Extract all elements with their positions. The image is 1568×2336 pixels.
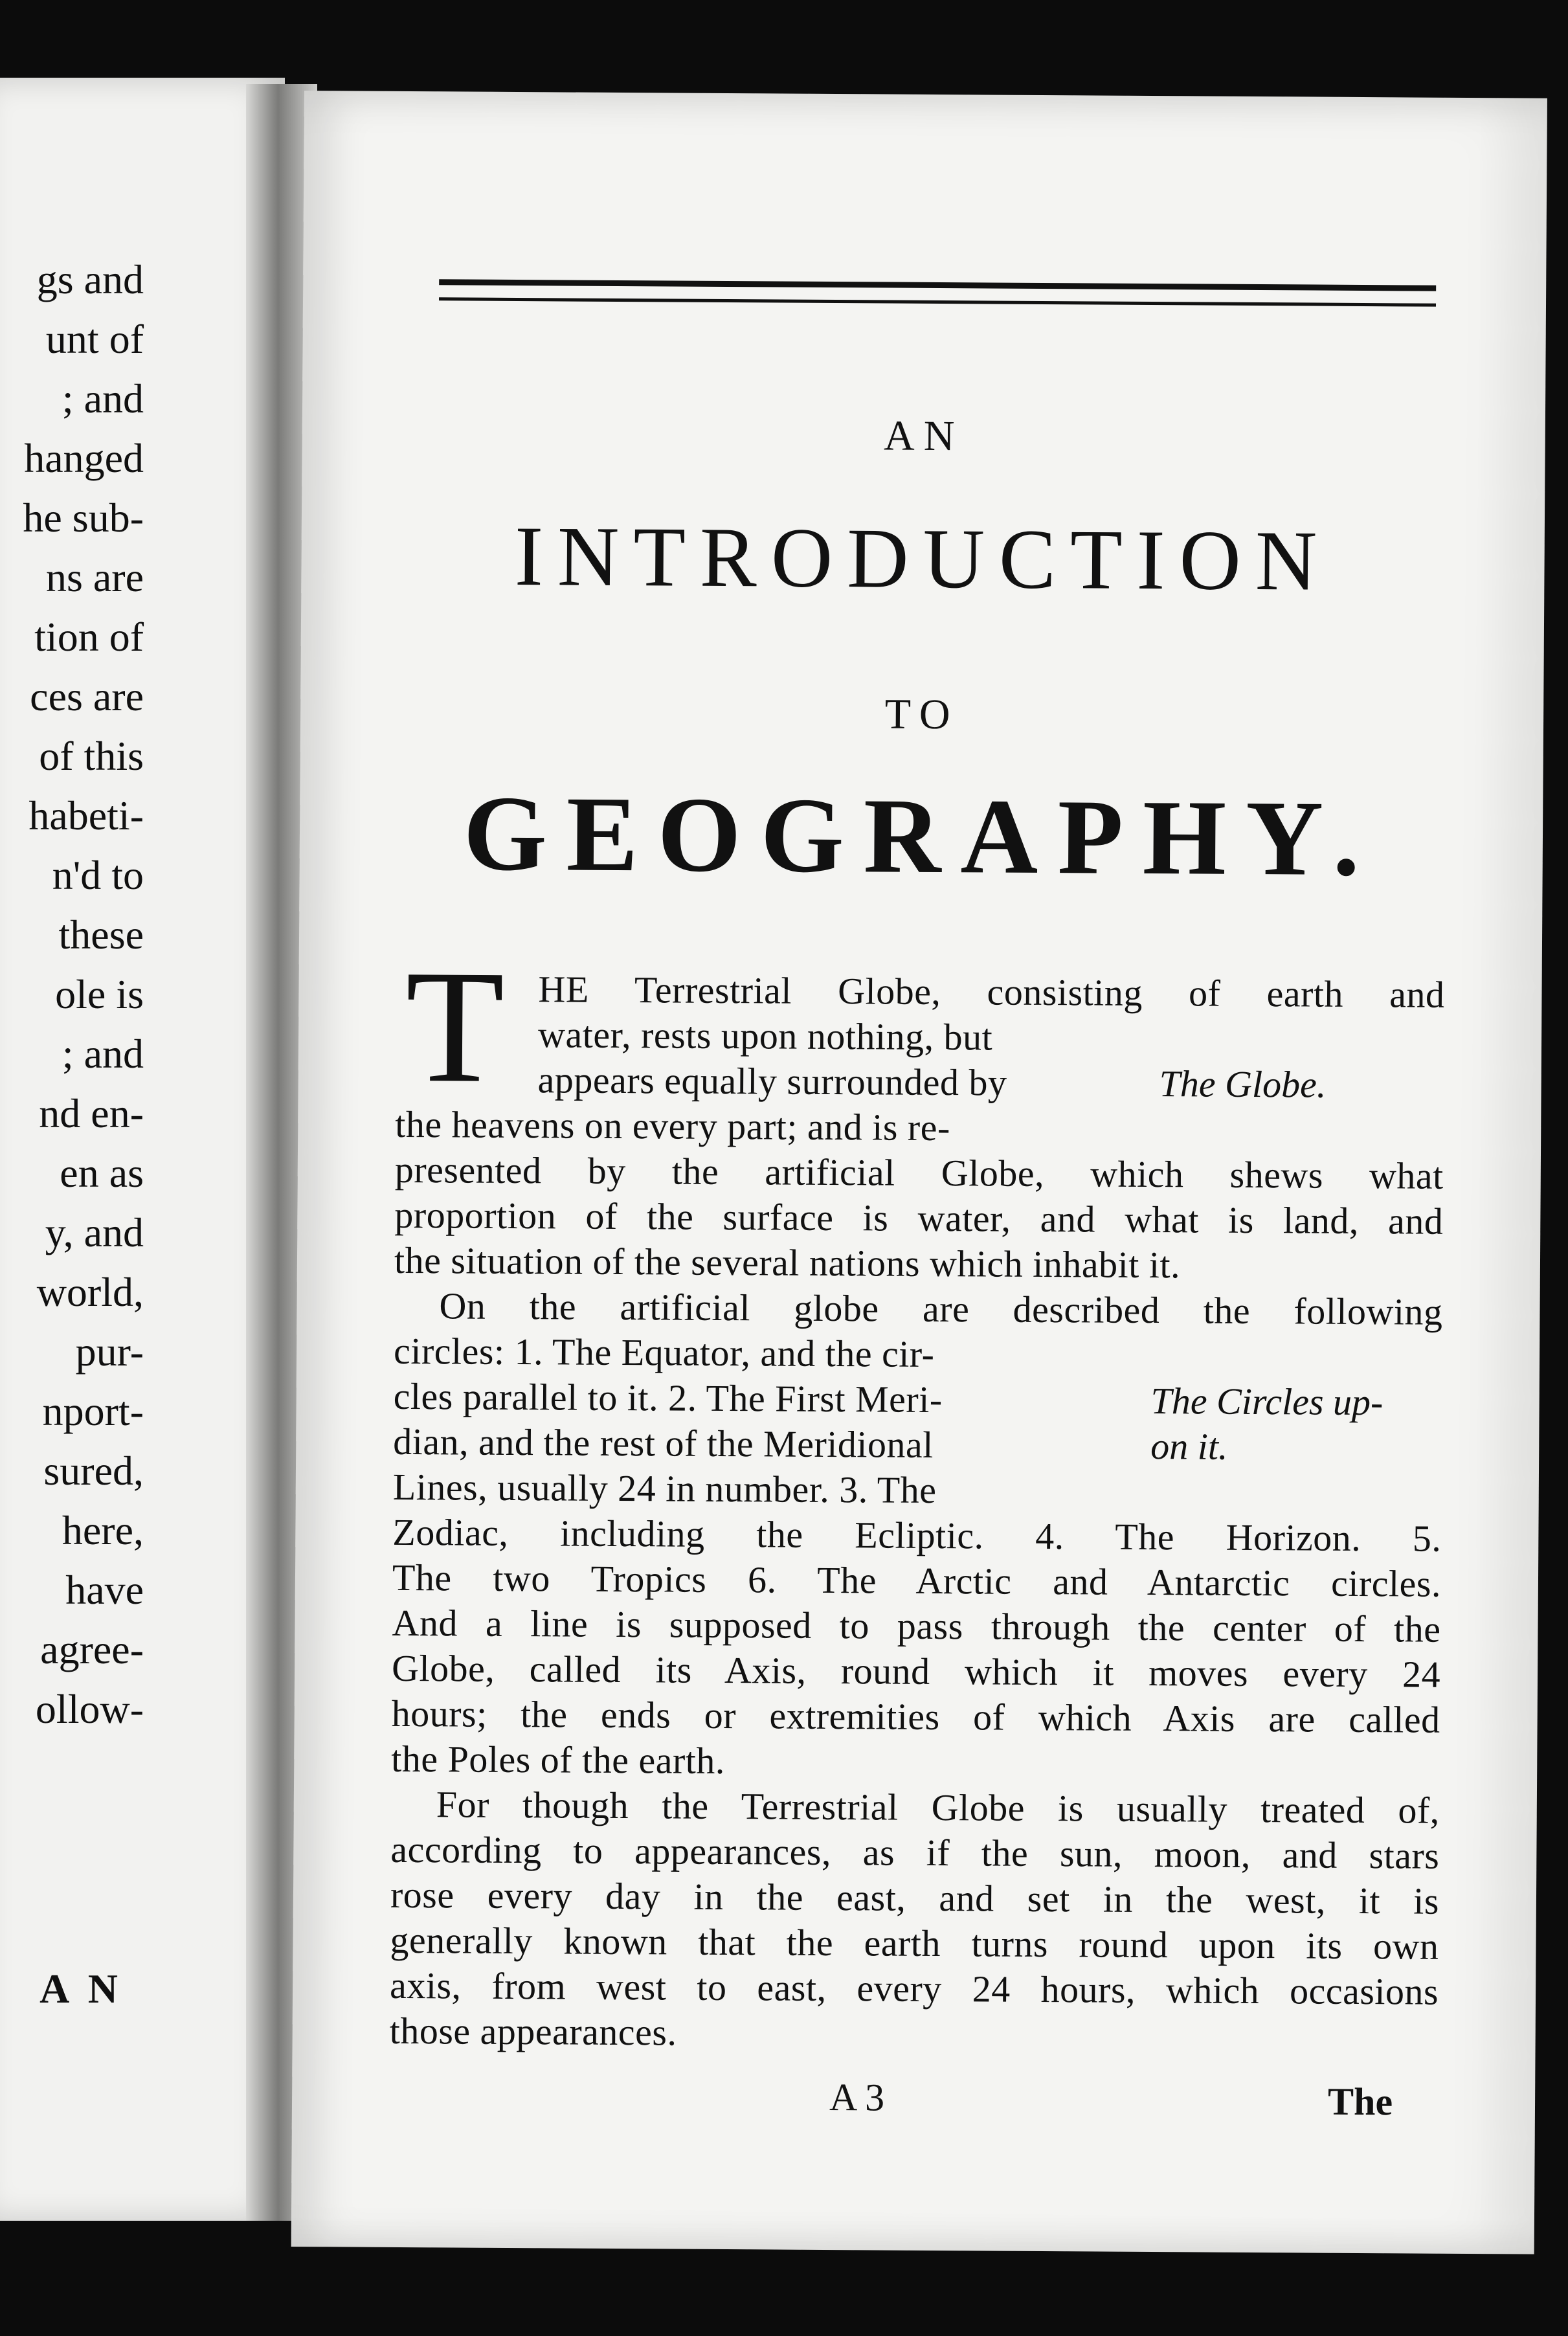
text-line: presented by the artificial Globe, which shews what (394, 1148, 1444, 1197)
text-line: On the artificial globe are described the following (439, 1285, 1443, 1333)
text-line: water, rests upon nothing, but (537, 1013, 993, 1059)
ornamental-rule-thin (439, 297, 1436, 306)
text-line: according to appearances, as if the sun, moon, and stars (390, 1828, 1440, 1877)
left-line: agree- (40, 1626, 144, 1672)
left-line: world, (36, 1269, 144, 1315)
text-line: the Poles of the earth. (391, 1737, 726, 1782)
left-line: nd en- (39, 1090, 144, 1136)
left-line: ollow- (35, 1686, 144, 1732)
left-line: y, and (45, 1209, 144, 1255)
margin-note-circles-cont: on it. (1150, 1425, 1228, 1468)
text-line: And a line is supposed to pass through the center of the (392, 1601, 1441, 1650)
text-line: Lines, usually 24 in number. 3. The (392, 1465, 937, 1512)
text-line: the situation of the several nations which inhabit it. (394, 1239, 1181, 1286)
text-line: axis, from west to east, every 24 hours, which occasions (389, 1964, 1439, 2013)
left-line: ; and (62, 376, 144, 421)
text-line: the heavens on every part; and is re- (395, 1103, 950, 1149)
margin-note-globe: The Globe. (1159, 1062, 1327, 1106)
title-introduction: INTRODUCTION (514, 508, 1332, 609)
text-line: For though the Terrestrial Globe is usually treated of, (436, 1783, 1440, 1832)
left-line: hanged (24, 435, 144, 481)
text-line: HE Terrestrial Globe, consisting of earth and (538, 968, 1445, 1016)
text-line: those appearances. (389, 2009, 677, 2054)
left-line: sured, (43, 1448, 144, 1494)
text-line: appears equally surrounded by (537, 1059, 1007, 1104)
margin-note-circles: The Circles up- (1150, 1380, 1383, 1424)
text-line: cles parallel to it. 2. The First Meri- (393, 1375, 943, 1421)
left-line: these (58, 912, 144, 958)
left-line: have (65, 1567, 144, 1613)
title-to: TO (884, 690, 959, 739)
left-line: ces are (30, 673, 144, 719)
left-page (0, 78, 285, 2221)
left-catchword: A N (39, 1966, 123, 2012)
drop-cap: T (405, 936, 505, 1117)
title-an: AN (883, 412, 964, 460)
text-line: Zodiac, including the Ecliptic. 4. The Horizon. 5. (392, 1511, 1442, 1560)
left-line: n'd to (52, 852, 144, 898)
text-line: proportion of the surface is water, and what is land, and (394, 1193, 1444, 1242)
left-line: gs and (36, 256, 144, 302)
text-line: Globe, called its Axis, round which it moves every 24 (391, 1646, 1441, 1696)
ornamental-rule (439, 279, 1436, 291)
left-line: habeti- (28, 792, 144, 838)
left-line: tion of (34, 614, 144, 660)
catchword: The (1327, 2080, 1393, 2124)
right-page (291, 91, 1547, 2254)
text-line: hours; the ends or extremities of which Axis are called (391, 1692, 1440, 1741)
text-line: The two Tropics 6. The Arctic and Antarctic circles. (392, 1556, 1442, 1605)
left-line: here, (62, 1507, 144, 1553)
left-line: of this (39, 733, 144, 779)
text-line: generally known that the earth turns round upon its own (390, 1918, 1439, 1968)
left-line: ole is (55, 971, 144, 1017)
left-line: nport- (42, 1388, 144, 1434)
text-line: circles: 1. The Equator, and the cir- (393, 1329, 935, 1375)
left-line: unt of (45, 316, 144, 362)
left-line: ns are (45, 554, 144, 600)
left-line: he sub- (23, 495, 144, 541)
left-line: en as (60, 1150, 144, 1196)
signature-mark: A 3 (829, 2076, 885, 2119)
left-line: ; and (62, 1031, 144, 1077)
left-line: pur- (75, 1329, 144, 1375)
title-geography: GEOGRAPHY. (463, 773, 1380, 899)
text-line: rose every day in the east, and set in the west, it is (390, 1873, 1440, 1922)
text-line: dian, and the rest of the Meridional (393, 1420, 934, 1466)
